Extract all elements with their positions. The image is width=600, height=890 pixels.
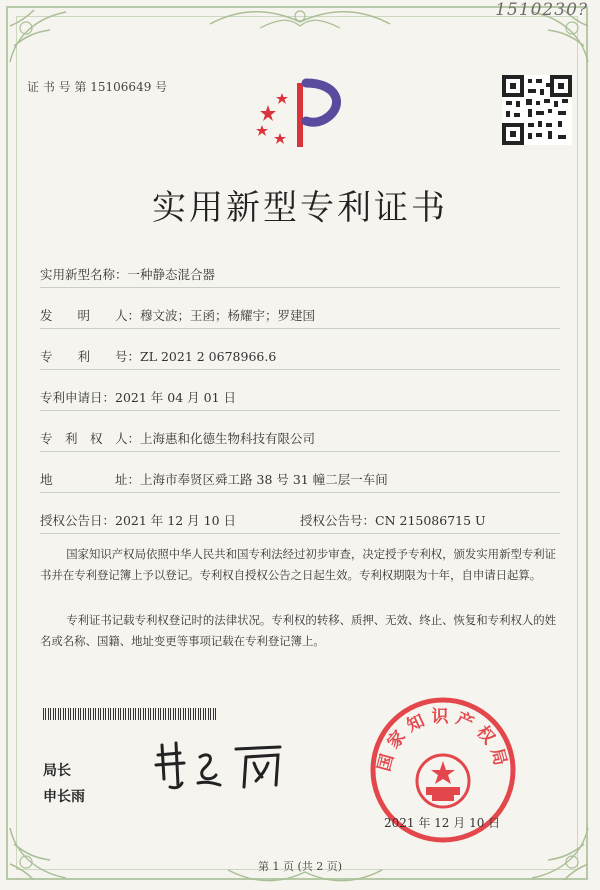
certificate-number: 证 书 号 第 15106649 号 — [27, 80, 168, 94]
divider — [40, 328, 560, 329]
legal-status-paragraph: 专利证书记载专利权登记时的法律状况。专利权的转移、质押、无效、终止、恢复和专利权人的姓名或名称、国籍、地址变更等事项记载在专利登记簿上。 — [40, 613, 557, 648]
inventors-value: 穆文波；王函；杨耀宇；罗建国 — [140, 308, 316, 323]
application-date-value: 2021 年 04 月 01 日 — [115, 390, 237, 405]
divider — [40, 410, 560, 411]
grant-announcement-date-value: 2021 年 12 月 10 日 — [115, 513, 237, 528]
top-ornament — [200, 4, 400, 34]
grant-announcement-number-label: 授权公告号： — [300, 513, 376, 528]
page-footer: 第 1 页 (共 2 页) — [257, 860, 343, 873]
handwritten-mark: 1510230? — [495, 0, 588, 20]
patentee-value: 上海惠和化德生物科技有限公司 — [140, 431, 316, 446]
address-row — [40, 470, 388, 488]
divider — [40, 492, 560, 493]
corner-ornament-bottom-left — [6, 824, 96, 884]
utility-model-name-label: 实用新型名称： — [40, 267, 128, 282]
grant-announcement-number-row — [300, 511, 486, 529]
corner-ornament-top-left — [6, 6, 96, 66]
utility-model-name-row — [40, 265, 215, 283]
utility-model-name-value: 一种静态混合器 — [127, 267, 216, 282]
inventors-row — [40, 306, 315, 324]
certificate-title: 实用新型专利证书 — [152, 188, 448, 228]
address-value: 上海市奉贤区舜工路 38 号 31 幢二层一车间 — [140, 472, 388, 487]
director-name: 申长雨 — [43, 789, 85, 805]
patentee-row — [40, 429, 315, 447]
seal-text: 国家知识产权局 — [374, 707, 512, 774]
seal-date: 2021 年 12 月 10 日 — [384, 816, 501, 830]
application-date-row — [40, 388, 236, 406]
address-label: 地 址： — [40, 472, 141, 487]
patentee-label: 专 利 权 人： — [40, 431, 141, 446]
national-emblem-icon — [417, 755, 469, 807]
grant-announcement-number-value: CN 215086715 U — [375, 513, 486, 528]
grant-statement-paragraph: 国家知识产权局依照中华人民共和国专利法经过初步审查，决定授予专利权，颁发实用新型专利证书并在专利登记簿上予以登记。专利权自授权公告之日起生效。专利权期限为十年，自申请日起算。 — [40, 547, 557, 582]
cnipa-logo-icon — [248, 75, 352, 155]
patent-number-row — [40, 347, 276, 365]
divider — [40, 451, 560, 452]
divider — [40, 369, 560, 370]
inventors-label: 发 明 人： — [40, 308, 141, 323]
divider — [40, 533, 560, 534]
grant-announcement-date-label: 授权公告日： — [40, 513, 116, 528]
application-date-label: 专利申请日： — [40, 390, 116, 405]
divider — [40, 287, 560, 288]
director-signature — [150, 735, 300, 795]
director-title: 局长 — [43, 763, 71, 779]
patent-number-label: 专 利 号： — [40, 349, 141, 364]
barcode-icon — [43, 708, 218, 720]
qr-code-icon — [502, 75, 572, 145]
patent-number-value: ZL 2021 2 0678966.6 — [140, 349, 277, 364]
grant-announcement-date-row — [40, 511, 236, 529]
